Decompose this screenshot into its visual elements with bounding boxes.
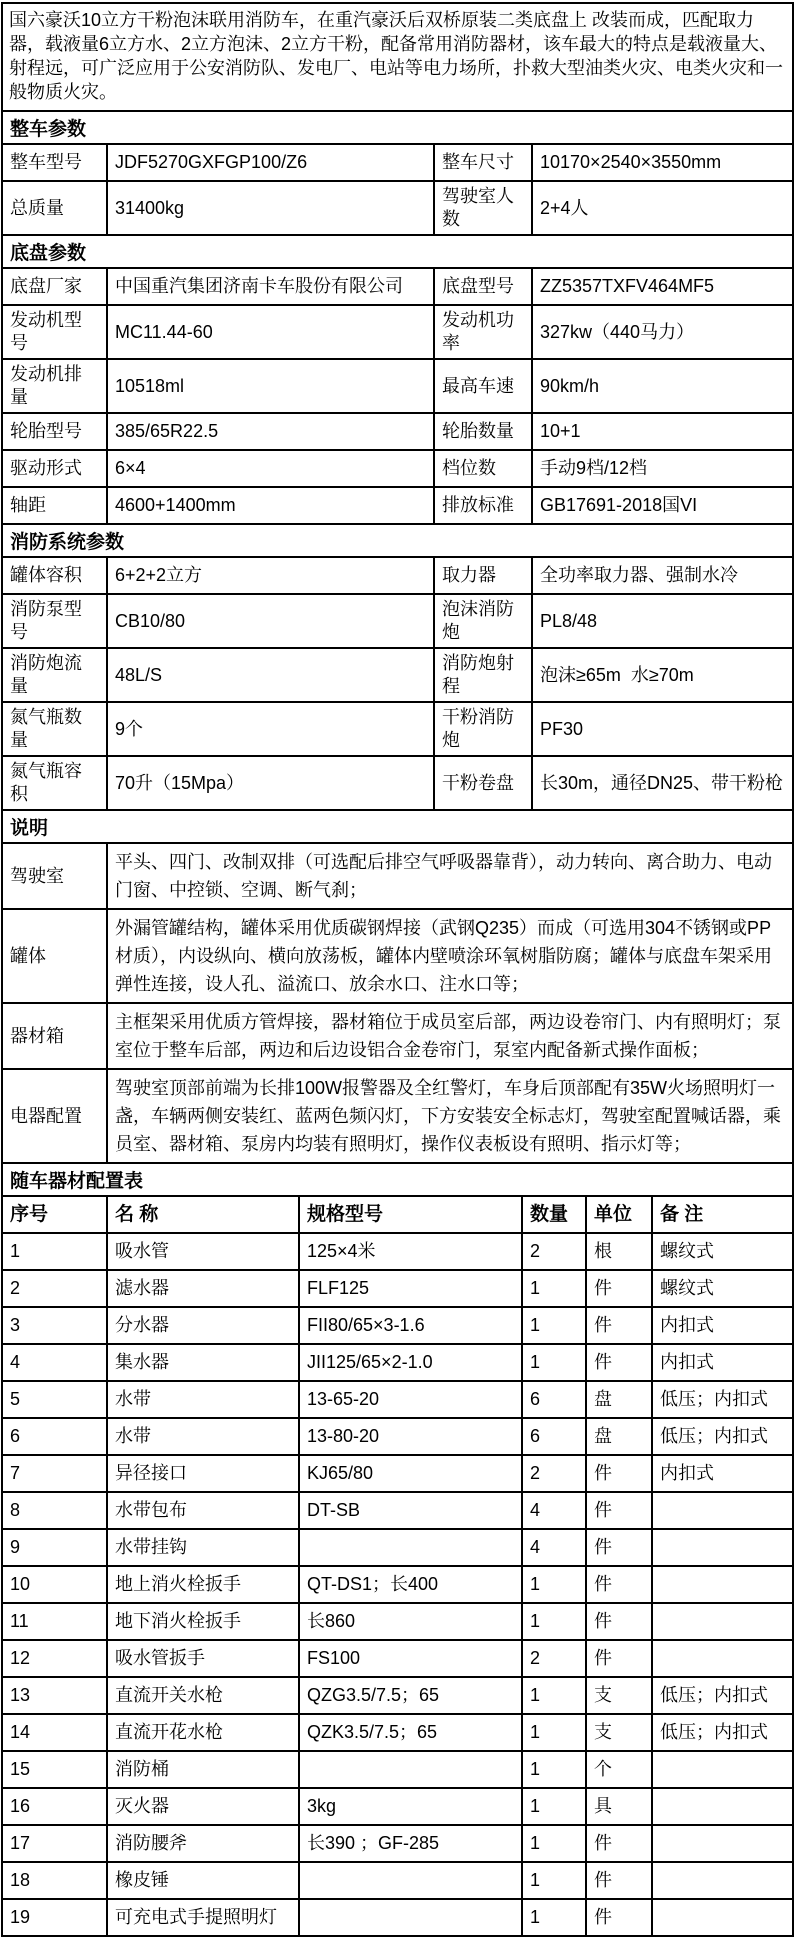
param-label: 发动机型号 <box>10 310 82 353</box>
notes-text: 外漏管罐结构，罐体采用优质碳钢焊接（武钢Q235）而成（可选用304不锈钢或PP材质），内设纵向、横向放荡板，罐体内壁喷涂环氧树脂防腐；罐体与底盘车架采用弹性连接，设人孔、溢流口、放余水口、注水口等； <box>106 910 792 1002</box>
equipment-cell: 2 <box>521 1641 585 1676</box>
equipment-cell: 低压；内扣式 <box>651 1678 792 1713</box>
equipment-cell: 2 <box>10 1278 21 1298</box>
equipment-cell: 1 <box>521 1826 585 1861</box>
param-label: 底盘厂家 <box>10 276 82 296</box>
param-value: PF30 <box>531 703 792 755</box>
equipment-cell <box>651 1641 792 1676</box>
equipment-cell: 螺纹式 <box>651 1234 792 1269</box>
column-header: 名 称 <box>106 1197 298 1232</box>
param-value: JDF5270GXFGP100/Z6 <box>106 145 433 180</box>
equipment-cell: 件 <box>585 1826 651 1861</box>
intro-paragraph: 国六豪沃10立方干粉泡沫联用消防车，在重汽豪沃后双桥原装二类底盘上 改装而成，匹配取力器，载液量6立方水、2立方泡沫、2立方干粉，配备常用消防器材，该车最大的特点是载液量大、射程远，可广泛应用于公安消防队、发电厂、电站等电力场所，扑救大型油类火灾、电类火灾和一般物质火灾。 <box>9 10 783 102</box>
param-row <box>3 593 792 647</box>
equipment-cell: 3 <box>10 1315 21 1335</box>
equipment-cell: 1 <box>521 1789 585 1824</box>
param-label: 档位数 <box>433 451 531 486</box>
equipment-cell: 16 <box>10 1796 31 1816</box>
equipment-cell: KJ65/80 <box>298 1456 521 1491</box>
column-header: 规格型号 <box>298 1197 521 1232</box>
equipment-cell: 橡皮锤 <box>106 1863 298 1898</box>
equipment-cell: 6 <box>10 1426 21 1446</box>
equipment-cell <box>651 1900 792 1935</box>
equipment-row <box>3 1676 792 1713</box>
section-title: 消防系统参数 <box>3 523 792 556</box>
equipment-cell: 件 <box>585 1456 651 1491</box>
param-value: 全功率取力器、强制水冷 <box>531 558 792 593</box>
equipment-cell: 地上消火栓扳手 <box>106 1567 298 1602</box>
equipment-cell: 件 <box>585 1345 651 1380</box>
equipment-cell: 内扣式 <box>651 1345 792 1380</box>
param-value: 6×4 <box>106 451 433 486</box>
equipment-cell: 件 <box>585 1567 651 1602</box>
param-value: PL8/48 <box>531 595 792 647</box>
equipment-row <box>3 1454 792 1491</box>
param-value: 31400kg <box>106 182 433 234</box>
param-label: 发动机排量 <box>10 364 82 407</box>
equipment-cell: 125×4米 <box>298 1234 521 1269</box>
equipment-row <box>3 1713 792 1750</box>
param-label: 轮胎数量 <box>433 414 531 449</box>
column-header: 备 注 <box>651 1197 792 1232</box>
param-label: 轴距 <box>10 495 46 515</box>
equipment-cell: 9 <box>10 1537 21 1557</box>
equipment-cell: 水带 <box>106 1382 298 1417</box>
param-label: 消防炮流量 <box>10 653 82 696</box>
equipment-cell: QZG3.5/7.5；65 <box>298 1678 521 1713</box>
equipment-row <box>3 1824 792 1861</box>
equipment-cell: 15 <box>10 1759 31 1779</box>
equipment-cell <box>651 1604 792 1639</box>
equipment-cell: 6 <box>521 1382 585 1417</box>
equipment-cell: 根 <box>585 1234 651 1269</box>
equipment-cell: 2 <box>521 1456 585 1491</box>
param-value: 6+2+2立方 <box>106 558 433 593</box>
equipment-cell: FII80/65×3-1.6 <box>298 1308 521 1343</box>
equipment-cell: JII125/65×2-1.0 <box>298 1345 521 1380</box>
equipment-row <box>3 1491 792 1528</box>
param-value: CB10/80 <box>106 595 433 647</box>
param-row <box>3 449 792 486</box>
equipment-row <box>3 1898 792 1935</box>
equipment-cell: 长860 <box>298 1604 521 1639</box>
equipment-cell: 4 <box>521 1493 585 1528</box>
equipment-cell <box>298 1863 521 1898</box>
equipment-row <box>3 1602 792 1639</box>
column-header: 数量 <box>521 1197 585 1232</box>
section-title: 整车参数 <box>3 110 792 143</box>
equipment-cell: 件 <box>585 1530 651 1565</box>
equipment-cell: 4 <box>521 1530 585 1565</box>
equipment-cell: 盘 <box>585 1382 651 1417</box>
equipment-cell: 螺纹式 <box>651 1271 792 1306</box>
param-label: 整车尺寸 <box>433 145 531 180</box>
equipment-cell: FLF125 <box>298 1271 521 1306</box>
equipment-cell: 1 <box>521 1900 585 1935</box>
equipment-row <box>3 1787 792 1824</box>
param-row <box>3 267 792 304</box>
param-row <box>3 358 792 412</box>
param-value: 中国重汽集团济南卡车股份有限公司 <box>106 269 433 304</box>
param-row <box>3 701 792 755</box>
equipment-row <box>3 1343 792 1380</box>
equipment-row <box>3 1861 792 1898</box>
equipment-row <box>3 1380 792 1417</box>
param-label: 总质量 <box>10 197 64 218</box>
equipment-row <box>3 1232 792 1269</box>
equipment-cell: 消防腰斧 <box>106 1826 298 1861</box>
param-label: 泡沫消防炮 <box>433 595 531 647</box>
notes-label: 器材箱 <box>10 1026 64 1046</box>
equipment-cell: 4 <box>10 1352 21 1372</box>
equipment-cell: 低压；内扣式 <box>651 1419 792 1454</box>
notes-label: 罐体 <box>10 946 46 966</box>
equipment-cell: 件 <box>585 1604 651 1639</box>
notes-text: 主框架采用优质方管焊接，器材箱位于成员室后部，两边设卷帘门、内有照明灯；泵室位于整车后部，两边和后边设铝合金卷帘门，泵室内配备新式操作面板； <box>106 1004 792 1068</box>
equipment-cell: 低压；内扣式 <box>651 1382 792 1417</box>
equipment-cell: 19 <box>10 1907 31 1927</box>
equipment-cell: 5 <box>10 1389 21 1409</box>
param-label: 轮胎型号 <box>10 421 82 441</box>
equipment-cell <box>651 1752 792 1787</box>
param-label: 整车型号 <box>10 152 82 172</box>
param-label: 氮气瓶数量 <box>10 707 82 750</box>
param-value: 2+4人 <box>531 182 792 234</box>
notes-label: 电器配置 <box>10 1106 82 1126</box>
param-value: 70升（15Mpa） <box>106 757 433 809</box>
equipment-cell: 异径接口 <box>106 1456 298 1491</box>
equipment-row <box>3 1528 792 1565</box>
param-value: 327kw（440马力） <box>531 306 792 358</box>
equipment-cell: 水带 <box>106 1419 298 1454</box>
equipment-cell: 6 <box>521 1419 585 1454</box>
param-label: 发动机功率 <box>433 306 531 358</box>
equipment-cell: 件 <box>585 1493 651 1528</box>
param-label: 驾驶室人数 <box>433 182 531 234</box>
param-row <box>3 143 792 180</box>
equipment-cell: 1 <box>521 1752 585 1787</box>
equipment-cell: 10 <box>10 1574 31 1594</box>
equipment-cell: 件 <box>585 1308 651 1343</box>
param-value: 长30m，通径DN25、带干粉枪 <box>531 757 792 809</box>
equipment-row <box>3 1639 792 1676</box>
equipment-cell <box>298 1530 521 1565</box>
equipment-cell: 件 <box>585 1863 651 1898</box>
equipment-cell: 1 <box>521 1308 585 1343</box>
equipment-cell: 3kg <box>298 1789 521 1824</box>
section-title: 随车器材配置表 <box>3 1162 792 1195</box>
param-value: 10170×2540×3550mm <box>531 145 792 180</box>
equipment-cell: QT-DS1；长400 <box>298 1567 521 1602</box>
equipment-cell: FS100 <box>298 1641 521 1676</box>
equipment-cell: 件 <box>585 1271 651 1306</box>
notes-text: 平头、四门、改制双排（可选配后排空气呼吸器靠背），动力转向、离合助力、电动门窗、中控锁、空调、断气刹； <box>106 844 792 908</box>
param-label: 消防泵型号 <box>10 599 82 642</box>
equipment-cell <box>298 1752 521 1787</box>
equipment-cell: 2 <box>521 1234 585 1269</box>
equipment-cell: 1 <box>521 1715 585 1750</box>
equipment-cell <box>651 1567 792 1602</box>
equipment-cell: 1 <box>521 1863 585 1898</box>
param-row <box>3 556 792 593</box>
section-title: 说明 <box>3 809 792 842</box>
equipment-cell: 13-80-20 <box>298 1419 521 1454</box>
equipment-cell: QZK3.5/7.5；65 <box>298 1715 521 1750</box>
equipment-cell: 低压；内扣式 <box>651 1715 792 1750</box>
equipment-cell: 水带包布 <box>106 1493 298 1528</box>
equipment-cell: 1 <box>521 1678 585 1713</box>
equipment-row <box>3 1565 792 1602</box>
equipment-cell: 8 <box>10 1500 21 1520</box>
notes-label: 驾驶室 <box>10 866 64 886</box>
equipment-cell: 11 <box>10 1611 29 1631</box>
equipment-cell: 18 <box>10 1870 31 1890</box>
equipment-cell <box>651 1863 792 1898</box>
notes-row <box>3 908 792 1002</box>
equipment-cell: 1 <box>521 1271 585 1306</box>
equipment-cell: 直流开花水枪 <box>106 1715 298 1750</box>
equipment-cell <box>298 1900 521 1935</box>
param-value: 385/65R22.5 <box>106 414 433 449</box>
equipment-cell: 1 <box>521 1604 585 1639</box>
equipment-row <box>3 1750 792 1787</box>
equipment-cell: 直流开关水枪 <box>106 1678 298 1713</box>
param-value: 10+1 <box>531 414 792 449</box>
equipment-cell: 17 <box>10 1833 31 1853</box>
equipment-cell: 吸水管 <box>106 1234 298 1269</box>
equipment-cell: 13 <box>10 1685 31 1705</box>
param-row <box>3 486 792 523</box>
param-label: 驱动形式 <box>10 458 82 478</box>
equipment-cell: 吸水管扳手 <box>106 1641 298 1676</box>
param-row <box>3 180 792 234</box>
param-label: 干粉消防炮 <box>433 703 531 755</box>
equipment-cell: 支 <box>585 1678 651 1713</box>
notes-row <box>3 1002 792 1068</box>
equipment-cell: 个 <box>585 1752 651 1787</box>
equipment-cell: 7 <box>10 1463 21 1483</box>
notes-row <box>3 842 792 908</box>
param-label: 最高车速 <box>433 360 531 412</box>
param-label: 罐体容积 <box>10 565 82 585</box>
equipment-cell <box>651 1826 792 1861</box>
equipment-cell: 具 <box>585 1789 651 1824</box>
param-label: 取力器 <box>433 558 531 593</box>
equipment-cell: 13-65-20 <box>298 1382 521 1417</box>
equipment-cell: 长390 ；GF-285 <box>298 1826 521 1861</box>
param-row <box>3 412 792 449</box>
section-title: 底盘参数 <box>3 234 792 267</box>
equipment-cell: 件 <box>585 1641 651 1676</box>
param-value: 泡沫≥65m 水≥70m <box>531 649 792 701</box>
spec-sheet <box>1 2 794 1937</box>
param-value: 4600+1400mm <box>106 488 433 523</box>
equipment-cell: 分水器 <box>106 1308 298 1343</box>
equipment-cell: 1 <box>521 1345 585 1380</box>
param-value: 10518ml <box>106 360 433 412</box>
equipment-cell: 灭火器 <box>106 1789 298 1824</box>
param-label: 消防炮射程 <box>433 649 531 701</box>
equipment-row <box>3 1269 792 1306</box>
equipment-cell: 消防桶 <box>106 1752 298 1787</box>
equipment-cell: 地下消火栓扳手 <box>106 1604 298 1639</box>
param-row <box>3 647 792 701</box>
param-value: MC11.44-60 <box>106 306 433 358</box>
param-value: GB17691-2018国VI <box>531 488 792 523</box>
equipment-cell: 1 <box>521 1567 585 1602</box>
param-label: 氮气瓶容积 <box>10 761 82 804</box>
equipment-cell: 水带挂钩 <box>106 1530 298 1565</box>
equipment-cell: 可充电式手提照明灯 <box>106 1900 298 1935</box>
param-row <box>3 755 792 809</box>
param-label: 底盘型号 <box>433 269 531 304</box>
notes-text: 驾驶室顶部前端为长排100W报警器及全红警灯，车身后顶部配有35W火场照明灯一盏，车辆两侧安装红、蓝两色频闪灯，下方安装安全标志灯，驾驶室配置喊话器，乘员室、器材箱、泵房内均装有照明灯，操作仪表板设有照明、指示灯等； <box>106 1070 792 1162</box>
equipment-cell: 支 <box>585 1715 651 1750</box>
equipment-cell: 内扣式 <box>651 1308 792 1343</box>
equipment-header-row <box>3 1195 792 1232</box>
column-header: 单位 <box>585 1197 651 1232</box>
param-label: 排放标准 <box>433 488 531 523</box>
param-value: 48L/S <box>106 649 433 701</box>
equipment-cell: 件 <box>585 1900 651 1935</box>
equipment-cell <box>651 1493 792 1528</box>
param-label: 干粉卷盘 <box>433 757 531 809</box>
equipment-cell: DT-SB <box>298 1493 521 1528</box>
equipment-cell: 集水器 <box>106 1345 298 1380</box>
equipment-cell: 14 <box>10 1722 31 1742</box>
param-value: ZZ5357TXFV464MF5 <box>531 269 792 304</box>
equipment-row <box>3 1417 792 1454</box>
equipment-cell: 12 <box>10 1648 31 1668</box>
param-value: 手动9档/12档 <box>531 451 792 486</box>
param-value: 90km/h <box>531 360 792 412</box>
column-header: 序号 <box>10 1204 49 1225</box>
equipment-cell: 1 <box>10 1241 21 1261</box>
equipment-cell <box>651 1530 792 1565</box>
param-value: 9个 <box>106 703 433 755</box>
equipment-cell: 盘 <box>585 1419 651 1454</box>
param-row <box>3 304 792 358</box>
equipment-cell: 滤水器 <box>106 1271 298 1306</box>
equipment-cell <box>651 1789 792 1824</box>
equipment-row <box>3 1306 792 1343</box>
equipment-cell: 内扣式 <box>651 1456 792 1491</box>
notes-row <box>3 1068 792 1162</box>
